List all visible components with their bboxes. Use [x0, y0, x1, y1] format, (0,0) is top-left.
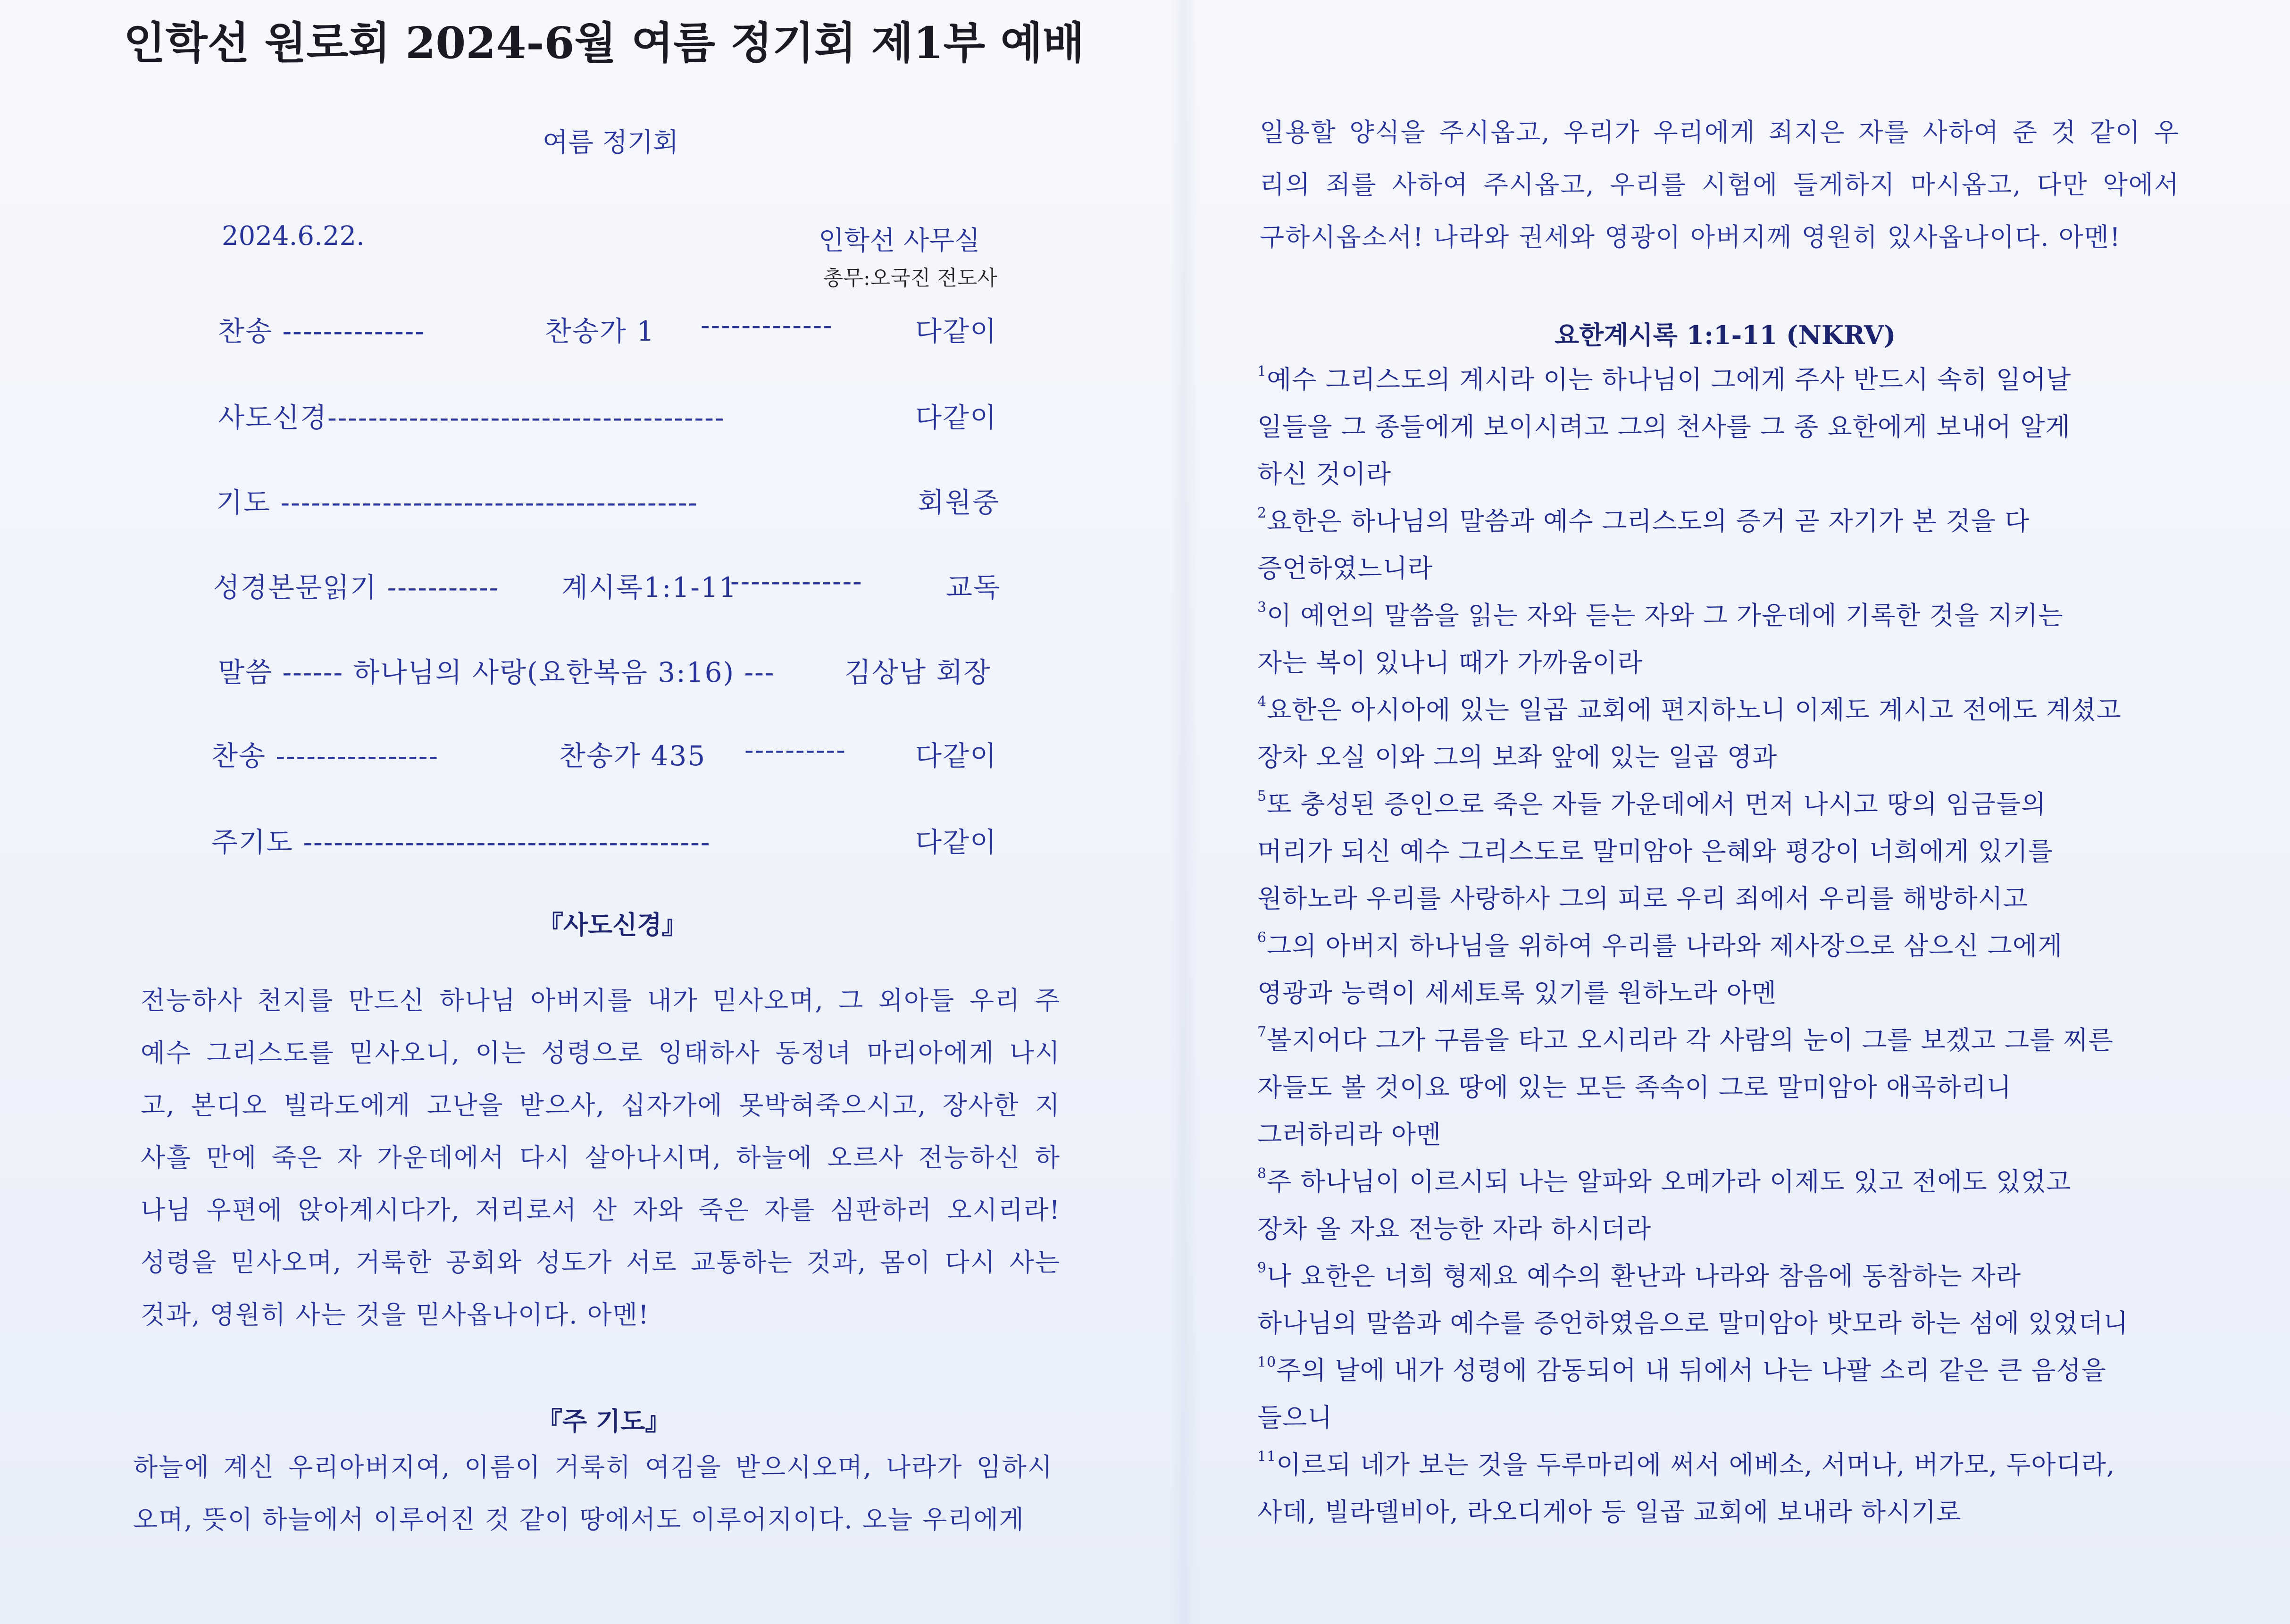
- verse-line: [1257, 1158, 2182, 1205]
- verse-line: [1257, 592, 2182, 639]
- verse-text: 주의 날에 내가 성령에 감동되어 내 뒤에서 나는 나팔 소리 같은 큰 음성을: [1276, 1356, 2106, 1385]
- creed-line: 성령을 믿사오며, 거룩한 공회와 성도가 서로 교통하는 것과, 몸이 다시 사는: [141, 1247, 1061, 1277]
- verse-line: [1257, 451, 2182, 498]
- verse-line: [1257, 686, 2182, 734]
- verse-text: 나 요한은 너희 형제요 예수의 환난과 나라와 참음에 동참하는 자라: [1267, 1261, 2022, 1291]
- verse-text: 머리가 되신 예수 그리스도로 말미암아 은혜와 평강이 너희에게 있기를: [1257, 837, 2054, 866]
- scripture-text: [1257, 356, 2182, 1536]
- prayer-line: 구하시옵소서! 나라와 권세와 영광이 아버지께 영원히 있사옵나이다. 아멘!: [1260, 222, 2121, 252]
- verse-line: [1257, 356, 2182, 403]
- prayer-line: 리의 죄를 사하여 주시옵고, 우리를 시험에 들게하지 마시옵고, 다만 악에서: [1260, 170, 2180, 200]
- verse-text: 볼지어다 그가 구름을 타고 오시리라 각 사람의 눈이 그를 보겠고 그를 찌른: [1267, 1025, 2114, 1055]
- creed-line: 예수 그리스도를 믿사오니, 이는 성령으로 잉태하사 동정녀 마리아에게 나시: [141, 1038, 1061, 1068]
- verse-text: 들으니: [1257, 1403, 1333, 1432]
- verse-line: [1257, 970, 2182, 1017]
- verse-number: 8: [1257, 1165, 1267, 1182]
- prayer-line: 오며, 뜻이 하늘에서 이루어진 것 같이 땅에서도 이루어지이다. 오늘 우리에게: [133, 1505, 1025, 1534]
- service-item-detail: 찬송가 1: [545, 315, 655, 347]
- service-item-participant: 회원중: [918, 486, 1000, 519]
- service-item-leader: ----------: [744, 734, 846, 766]
- verse-number: 3: [1257, 599, 1267, 616]
- verse-line: [1257, 639, 2182, 686]
- verse-text: 자들도 볼 것이요 땅에 있는 모든 족속이 그로 말미암아 애곡하리니: [1257, 1072, 2012, 1102]
- creed-line: 전능하사 천지를 만드신 하나님 아버지를 내가 믿사오며, 그 외아들 우리 주: [141, 986, 1061, 1015]
- service-item-label: 사도신경---------------------------------------: [218, 402, 725, 434]
- service-item-participant: 김상남 회장: [844, 656, 991, 688]
- verse-text: 하신 것이라: [1257, 459, 1391, 489]
- verse-line: [1257, 1205, 2182, 1253]
- verse-number: 4: [1257, 694, 1267, 710]
- verse-line: [1257, 403, 2182, 451]
- verse-line: [1257, 1300, 2182, 1347]
- creed-line: 것과, 영원히 사는 것을 믿사옵나이다. 아멘!: [141, 1300, 650, 1330]
- program-organizer: 총무:오국진 전도사: [823, 266, 997, 290]
- service-item-participant: 다같이: [915, 740, 998, 772]
- verse-text: 장차 오실 이와 그의 보좌 앞에 있는 일곱 영과: [1257, 742, 1778, 772]
- verse-line: [1257, 1489, 2182, 1536]
- verse-line: [1257, 922, 2182, 970]
- verse-number: 7: [1257, 1024, 1267, 1040]
- verse-line: [1257, 1253, 2182, 1300]
- verse-text: 주 하나님이 이르시되 나는 알파와 오메가라 이제도 있고 전에도 있었고: [1267, 1167, 2072, 1197]
- service-item-label: 주기도 ----------------------------------------: [211, 826, 711, 858]
- program-place: 인학선 사무실: [819, 226, 980, 256]
- verse-number: 9: [1257, 1260, 1267, 1276]
- verse-line: [1257, 1441, 2182, 1489]
- verse-number: 2: [1257, 505, 1267, 521]
- prayer-line: 하늘에 계신 우리아버지여, 이름이 거룩히 여김을 받으시오며, 나라가 임하시: [133, 1452, 1053, 1482]
- scripture-heading: 요한계시록 1:1-11 (NKRV): [1555, 320, 1896, 350]
- creed-line: 나님 우편에 앉아계시다가, 저리로서 산 자와 죽은 자를 심판하러 오시리라!: [141, 1195, 1061, 1225]
- verse-line: [1257, 1394, 2182, 1441]
- verse-text: 그러하리라 아멘: [1257, 1120, 1442, 1149]
- service-item-participant: 다같이: [915, 315, 998, 347]
- service-item-leader: -------------: [730, 565, 863, 597]
- verse-text: 이 예언의 말씀을 읽는 자와 듣는 자와 그 가운데에 기록한 것을 지키는: [1267, 601, 2064, 630]
- program-date: 2024.6.22.: [222, 221, 365, 251]
- verse-number: 6: [1257, 929, 1267, 946]
- service-item-label: 찬송 --------------: [218, 315, 425, 347]
- verse-text: 이르되 네가 보는 것을 두루마리에 써서 에베소, 서머나, 버가모, 두아디라,: [1276, 1450, 2115, 1480]
- service-item-participant: 다같이: [915, 826, 998, 858]
- creed-line: 고, 본디오 빌라도에게 고난을 받으사, 십자가에 못박혀죽으시고, 장사한 지: [141, 1090, 1061, 1120]
- verse-line: [1257, 1064, 2182, 1111]
- verse-text: 증언하였느니라: [1257, 553, 1433, 583]
- verse-text: 하나님의 말씀과 예수를 증언하였음으로 말미암아 밧모라 하는 섬에 있었더니: [1257, 1308, 2129, 1338]
- verse-line: [1257, 734, 2182, 781]
- service-item-participant: 교독: [946, 571, 1001, 603]
- verse-number: 1: [1257, 363, 1267, 380]
- verse-text: 예수 그리스도의 계시라 이는 하나님이 그에게 주사 반드시 속히 일어날: [1267, 365, 2072, 394]
- service-item-label: 기도 -----------------------------------------: [216, 486, 698, 519]
- verse-line: [1257, 828, 2182, 875]
- verse-text: 영광과 능력이 세세토록 있기를 원하노라 아멘: [1257, 978, 1777, 1008]
- verse-text: 또 충성된 증인으로 죽은 자들 가운데에서 먼저 나시고 땅의 임금들의: [1267, 789, 2047, 819]
- prayer-line: 일용할 양식을 주시옵고, 우리가 우리에게 죄지은 자를 사하여 준 것 같이 우: [1260, 117, 2180, 147]
- verse-number: 10: [1257, 1354, 1277, 1371]
- lords-prayer-heading: 『주 기도』: [537, 1406, 671, 1436]
- creed-heading: 『사도신경』: [538, 910, 687, 940]
- verse-line: [1257, 1111, 2182, 1158]
- creed-line: 사흘 만에 죽은 자 가운데에서 다시 살아나시며, 하늘에 오르사 전능하신 하: [141, 1143, 1061, 1172]
- service-item-label: 성경본문읽기 -----------: [213, 571, 500, 603]
- service-item-label: 말씀 ------ 하나님의 사랑(요한복음 3:16) ---: [218, 656, 775, 688]
- verse-line: [1257, 498, 2182, 545]
- verse-text: 그의 아버지 하나님을 위하여 우리를 나라와 제사장으로 삼으신 그에게: [1267, 931, 2063, 961]
- verse-line: [1257, 545, 2182, 592]
- verse-number: 11: [1257, 1448, 1277, 1465]
- verse-line: [1257, 781, 2182, 828]
- verse-text: 사데, 빌라델비아, 라오디게아 등 일곱 교회에 보내라 하시기로: [1257, 1497, 1962, 1527]
- verse-text: 자는 복이 있나니 때가 가까움이라: [1257, 648, 1643, 678]
- program-subtitle: 여름 정기회: [543, 127, 679, 158]
- verse-text: 원하노라 우리를 사랑하사 그의 피로 우리 죄에서 우리를 해방하시고: [1257, 884, 2028, 913]
- verse-text: 일들을 그 종들에게 보이시려고 그의 천사를 그 종 요한에게 보내어 알게: [1257, 412, 2071, 442]
- verse-text: 요한은 하나님의 말씀과 예수 그리스도의 증거 곧 자기가 본 것을 다: [1267, 506, 2030, 536]
- service-item-detail: 찬송가 435: [559, 740, 706, 772]
- service-item-participant: 다같이: [915, 402, 998, 434]
- verse-line: [1257, 875, 2182, 922]
- verse-number: 5: [1257, 788, 1267, 804]
- service-item-detail: 계시록1:1-11: [561, 571, 737, 603]
- verse-line: [1257, 1347, 2182, 1394]
- service-item-label: 찬송 ----------------: [211, 740, 439, 772]
- page-title: 인학선 원로회 2024-6월 여름 정기회 제1부 예배: [124, 17, 1085, 68]
- verse-line: [1257, 1017, 2182, 1064]
- verse-text: 장차 올 자요 전능한 자라 하시더라: [1257, 1214, 1652, 1244]
- verse-text: 요한은 아시아에 있는 일곱 교회에 편지하노니 이제도 계시고 전에도 계셨고: [1267, 695, 2122, 725]
- fold-shadow: [1170, 0, 1198, 1624]
- service-item-leader: -------------: [701, 309, 833, 341]
